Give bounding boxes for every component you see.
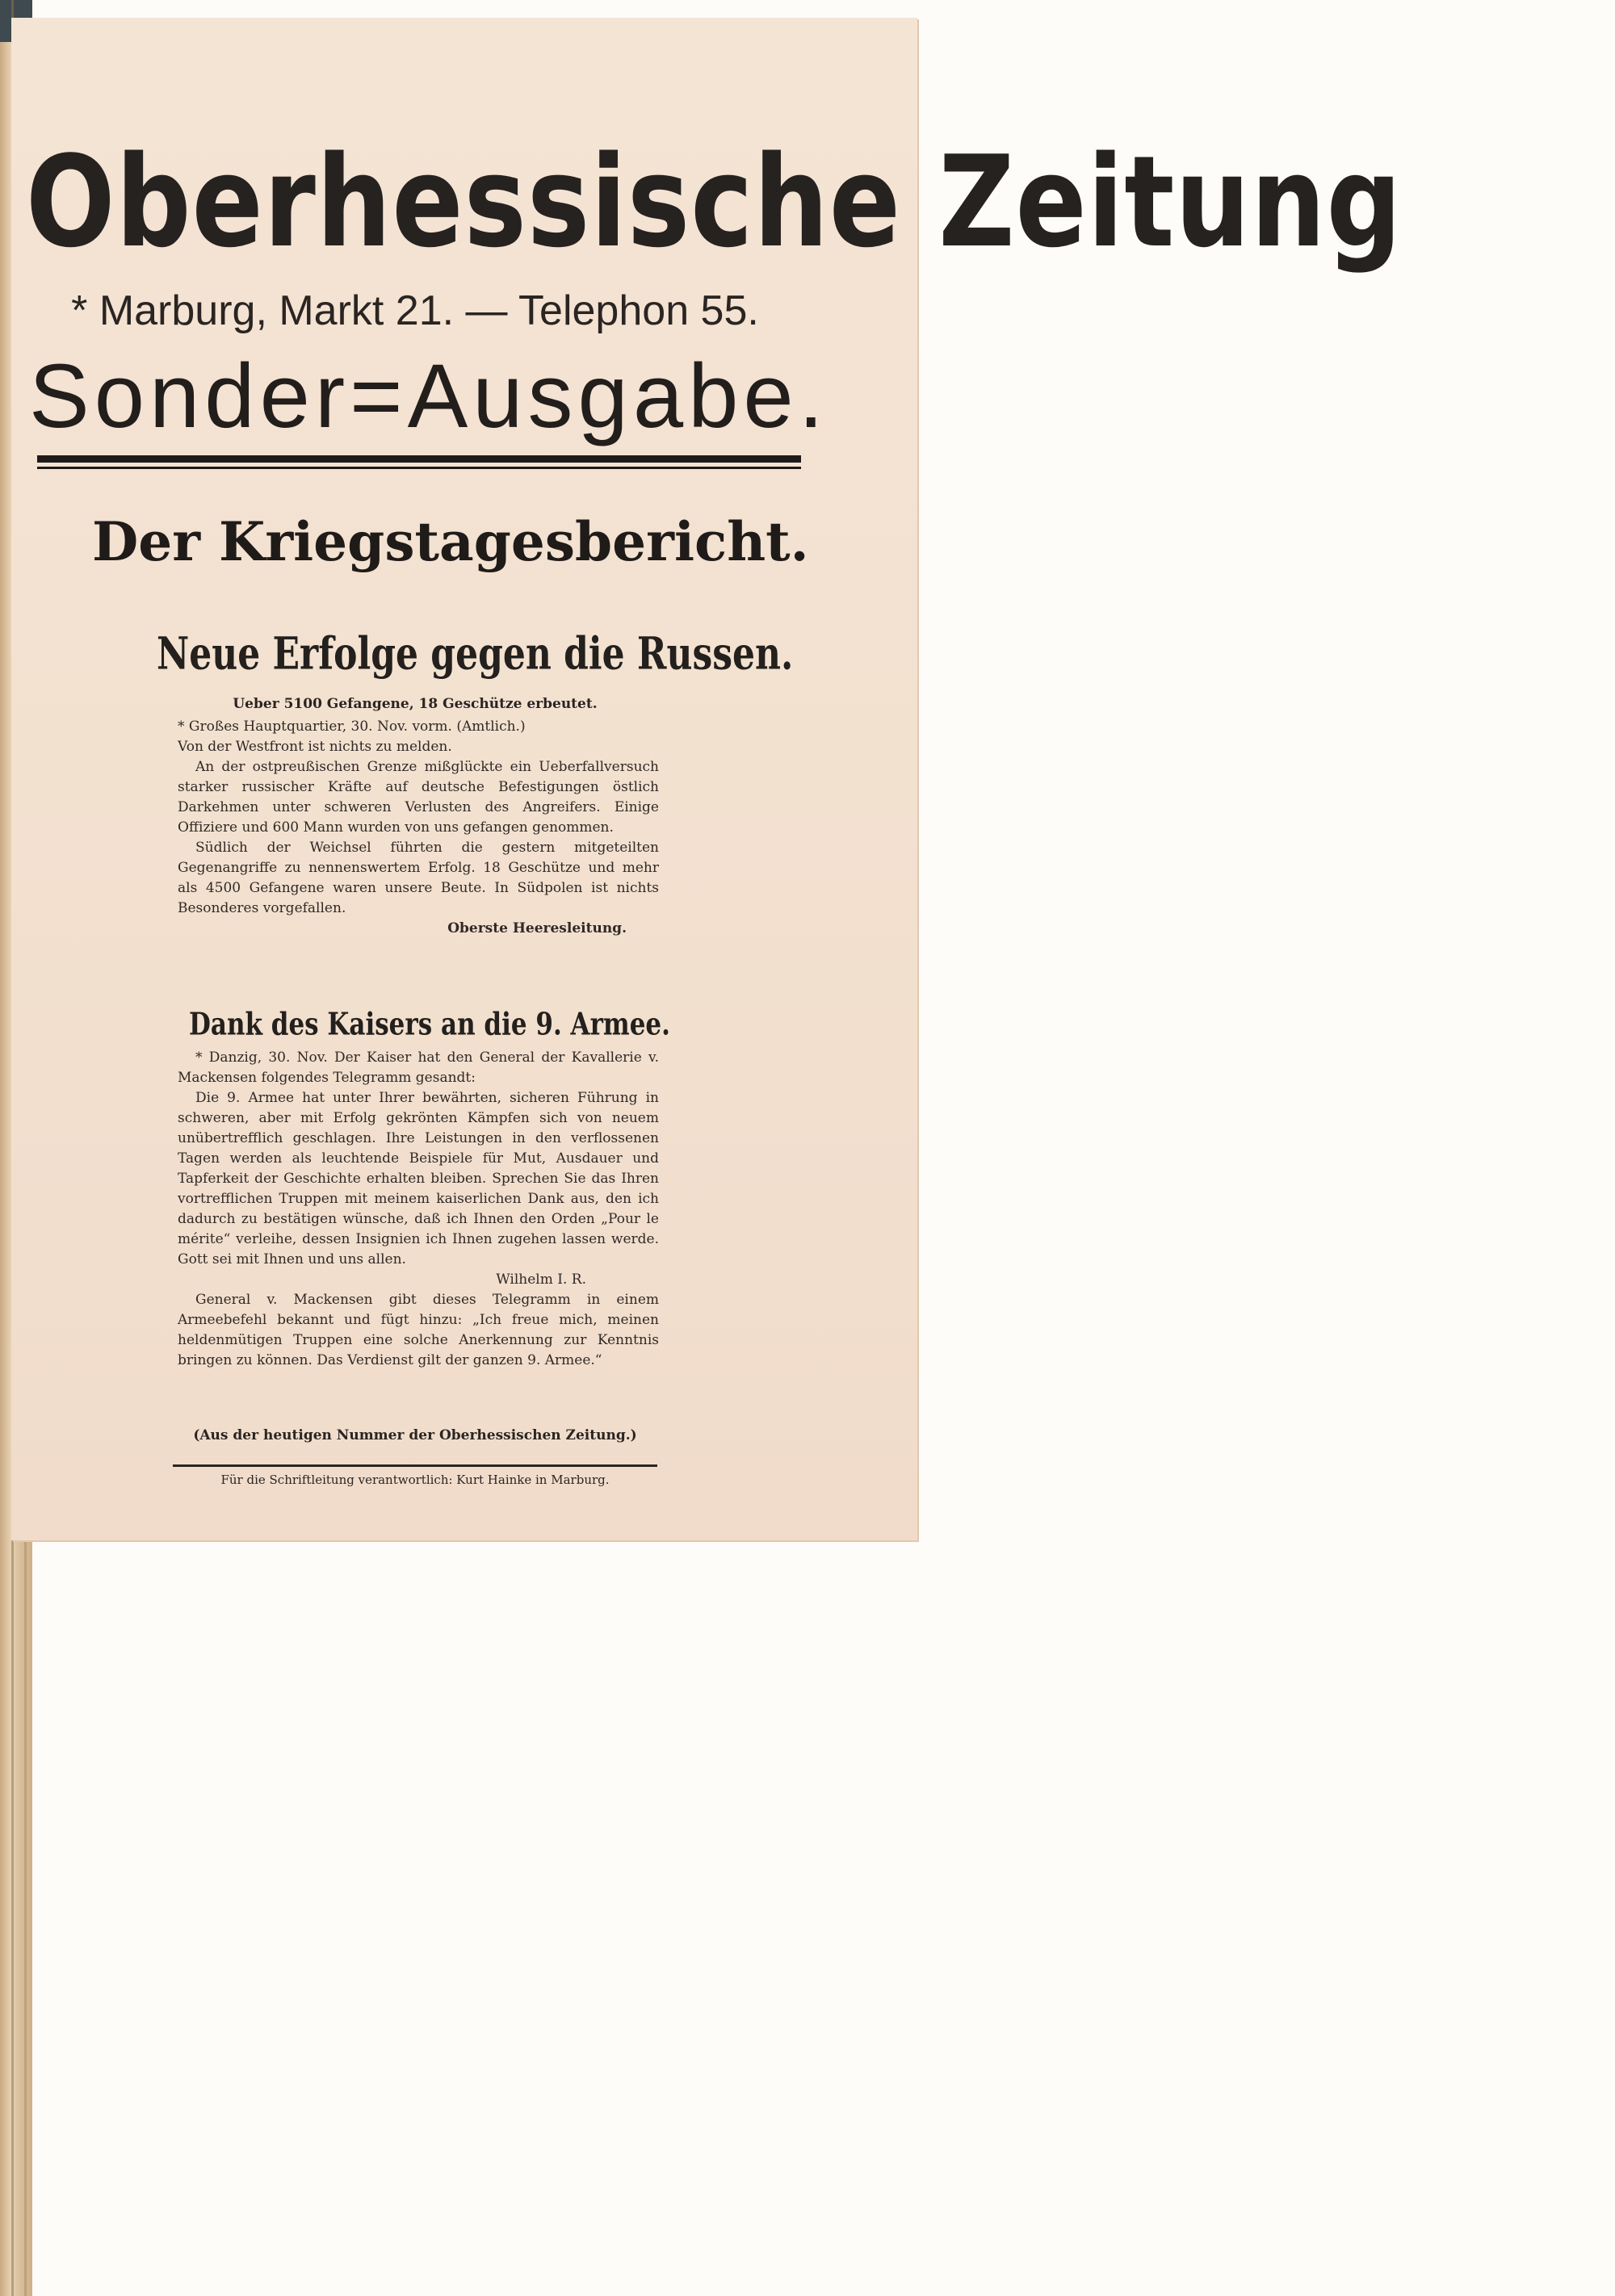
thanks-subheadline: Dank des Kaisers an die 9. Armee. bbox=[189, 1006, 670, 1043]
report-paragraph: Von der Westfront ist nichts zu melden. bbox=[178, 739, 452, 755]
report-headline: Der Kriegstagesbericht. bbox=[92, 510, 809, 573]
masthead-rule-thick bbox=[37, 455, 801, 463]
newspaper-sheet bbox=[11, 18, 1403, 1540]
report-signature: Oberste Heeresleitung. bbox=[447, 920, 627, 936]
footer-rule bbox=[173, 1464, 657, 1467]
report-paragraph: * Großes Hauptquartier, 30. Nov. vorm. (Amtlich.) bbox=[178, 719, 526, 735]
report-paragraph: An der ostpreußischen Grenze mißglückte ein Ueberfallversuch starker russischer Kräfte auf deutsche Befestigungen östlich Darkehmen unter schweren Verlusten des Angreifers. Einige Offiziere und 600 Mann wurden von uns gefangen genommen. bbox=[178, 759, 659, 836]
thanks-paragraph: Die 9. Armee hat unter Ihrer bewährten, sicheren Führung in schweren, aber mit Erfolg gekrönten Kämpfen sich von neuem unübertrefflich geschlagen. Ihre Leistungen in den verflossenen Tagen werden als leuchtende Beispiele für Mut, Ausdauer und Tapferkeit der Geschichte erhalten bleiben. Sprechen Sie das Ihren vortrefflichen Truppen mit meinem kaiserlichen Dank aus, den ich dadurch zu bestätigen wünsche, daß ich Ihnen den Orden „Pour le mérite“ verleihe, dessen Insignien ich Ihnen zugehen lassen werde. Gott sei mit Ihnen und uns allen. bbox=[178, 1090, 659, 1267]
thanks-paragraph: * Danzig, 30. Nov. Der Kaiser hat den General der Kavallerie v. Mackensen folgendes Telegramm gesandt: bbox=[178, 1050, 659, 1086]
thanks-closing: General v. Mackensen gibt dieses Telegramm in einem Armeebefehl bekannt und fügt hinzu: „Ich freue mich, meinen heldenmütigen Truppen eine solche Anerkennung zur Kenntnis bringen zu können. Das Verdienst gilt der ganzen 9. Armee.“ bbox=[178, 1292, 659, 1368]
thanks-body bbox=[178, 1048, 659, 1403]
address-line: * Marburg, Markt 21. — Telephon 55. bbox=[71, 287, 759, 334]
report-subheadline: Neue Erfolge gegen die Russen. bbox=[157, 628, 794, 681]
report-paragraph: Südlich der Weichsel führten die gestern mitgeteilten Gegenangriffe zu nennenswertem Erfolg. 18 Geschütze und mehr als 4500 Gefangene waren unsere Beute. In Südpolen ist nichts Besonderes vorgefallen. bbox=[178, 840, 659, 916]
footer-imprint: Für die Schriftleitung verantwortlich: Kurt Hainke in Marburg. bbox=[220, 1473, 610, 1487]
report-lead: Ueber 5100 Gefangene, 18 Geschütze erbeutet. bbox=[233, 696, 598, 712]
report-body bbox=[178, 717, 659, 975]
binding-edge-line-lower bbox=[24, 1534, 27, 2296]
masthead: Oberhessische Zeitung bbox=[26, 128, 1403, 276]
source-note: (Aus der heutigen Nummer der Oberhessischen Zeitung.) bbox=[193, 1427, 637, 1443]
thanks-signature: Wilhelm I. R. bbox=[496, 1272, 586, 1288]
edition-title: Sonder=Ausgabe. bbox=[29, 346, 828, 446]
masthead-rule-thin bbox=[37, 467, 801, 469]
